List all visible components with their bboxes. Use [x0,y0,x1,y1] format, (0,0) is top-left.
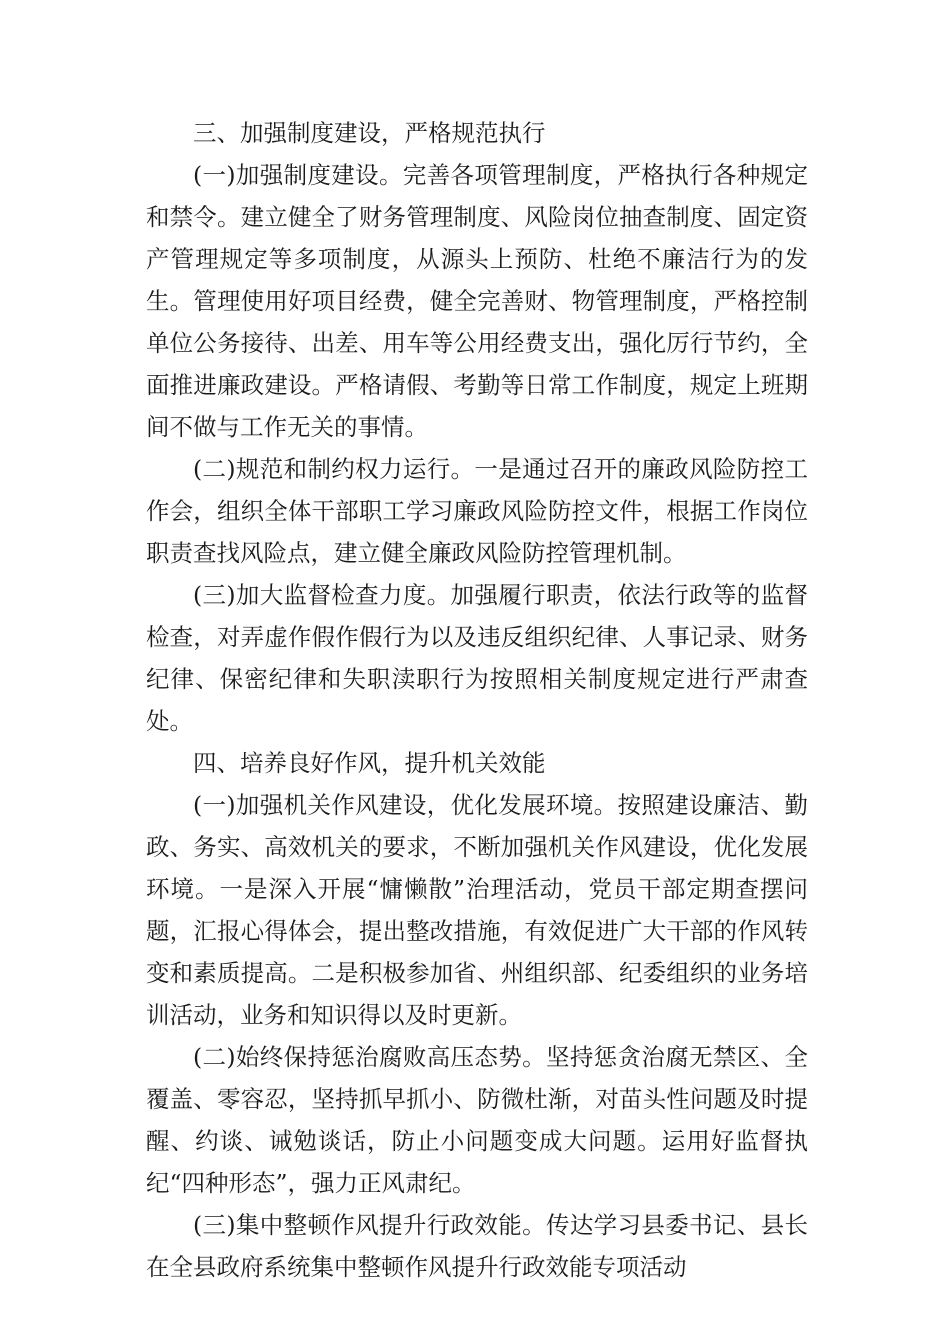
section-heading-4: 四、培养良好作风，提升机关效能 [193,749,546,777]
document-page [146,112,808,1288]
paragraph-3-1: (一)加强制度建设。完善各项管理制度，严格执行各种规定和禁令。建立健全了财务管理制度、风险岗位抽查制度、固定资产管理规定等多项制度，从源头上预防、杜绝不廉洁行为的发生。管理使用好项目经费，健全完善财、物管理制度，严格控制单位公务接待、出差、用车等公用经费支出，强化厉行节约，全面推进廉政建设。严格请假、考勤等日常工作制度，规定上班期间不做与工作无关的事情。 [146,161,808,441]
paragraph-3-3: (三)加大监督检查力度。加强履行职责，依法行政等的监督检查，对弄虚作假作假行为以及违反组织纪律、人事记录、财务纪律、保密纪律和失职渎职行为按照相关制度规定进行严肃查处。 [146,581,808,735]
paragraph-3-2: (二)规范和制约权力运行。一是通过召开的廉政风险防控工作会，组织全体干部职工学习廉政风险防控文件，根据工作岗位职责查找风险点，建立健全廉政风险防控管理机制。 [146,455,808,567]
paragraph-4-2: (二)始终保持惩治腐败高压态势。坚持惩贪治腐无禁区、全覆盖、零容忍，坚持抓早抓小、防微杜渐，对苗头性问题及时提醒、约谈、诫勉谈话，防止小问题变成大问题。运用好监督执纪“四种形态”，强力正风肃纪。 [146,1043,808,1197]
paragraph-4-3: (三)集中整顿作风提升行政效能。传达学习县委书记、县长在全县政府系统集中整顿作风提升行政效能专项活动 [146,1211,808,1281]
section-heading-3: 三、加强制度建设，严格规范执行 [193,119,546,147]
paragraph-4-1: (一)加强机关作风建设，优化发展环境。按照建设廉洁、勤政、务实、高效机关的要求，不断加强机关作风建设，优化发展环境。一是深入开展“慵懒散”治理活动，党员干部定期查摆问题，汇报心得体会，提出整改措施，有效促进广大干部的作风转变和素质提高。二是积极参加省、州组织部、纪委组织的业务培训活动，业务和知识得以及时更新。 [146,791,808,1029]
